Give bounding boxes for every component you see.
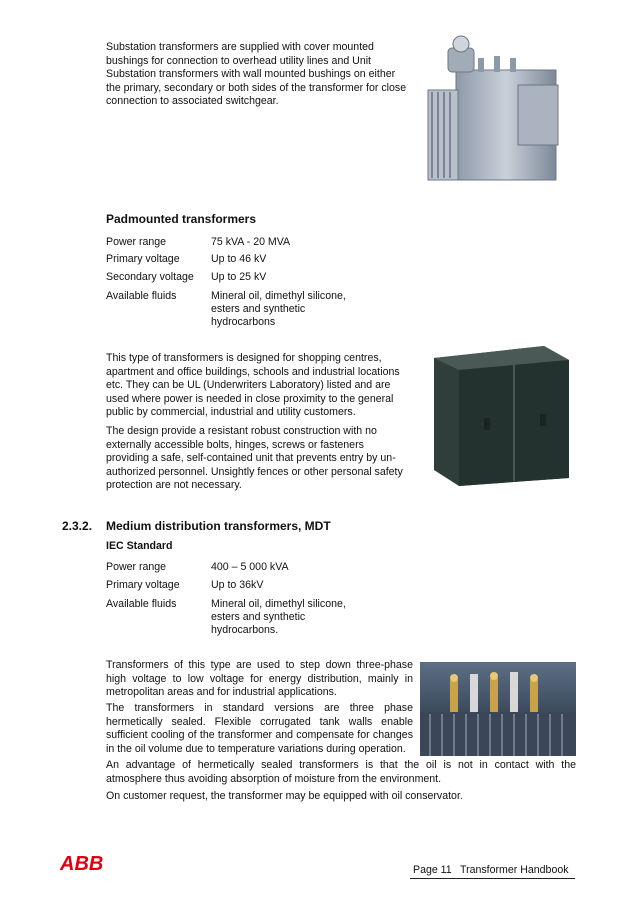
- padmounted-description: [106, 352, 409, 420]
- substation-transformer-image: [418, 30, 576, 192]
- spec-label: Power range: [106, 236, 167, 248]
- mdt-transformer-image: [420, 662, 576, 756]
- spec-label: Secondary voltage: [106, 271, 194, 283]
- spec-label: Available fluids: [106, 290, 177, 302]
- spec-value: hydrocarbons: [211, 316, 276, 328]
- mdt-standard-versions: [106, 702, 413, 756]
- intro-line: Substation transformers with wall mounted bushings on either: [106, 68, 396, 81]
- text-line: apartment and office buildings, schools and industrial locations: [106, 365, 400, 378]
- footer-doc-title: Transformer Handbook: [460, 864, 569, 876]
- text-line: authorized personnel. Unsightly fences or other personal safety: [106, 465, 403, 478]
- spec-value: 400 – 5 000 kVA: [211, 561, 289, 573]
- spec-label: Primary voltage: [106, 579, 180, 591]
- text-line: The transformers in standard versions are three phase: [106, 702, 413, 714]
- footer-page-number: Page 11: [413, 864, 452, 876]
- text-line: protection are not necessary.: [106, 479, 242, 492]
- mdt-standard: IEC Standard: [106, 540, 173, 552]
- text-line: hermetically sealed. Flexible corrugated tank walls enable: [106, 715, 413, 728]
- padmounted-design: [106, 425, 409, 493]
- spec-value: Up to 25 kV: [211, 271, 267, 283]
- abb-logo-text: ABB: [60, 853, 104, 873]
- text-line: On customer request, the transformer may be equipped with oil conservator.: [106, 790, 463, 802]
- text-line: etc. They can be UL (Underwriters Laboratory) listed and are: [106, 379, 391, 392]
- mdt-spec-table: [106, 561, 406, 641]
- text-line: This type of transformers is designed for shopping centres,: [106, 352, 382, 364]
- mdt-advantage: [106, 759, 576, 786]
- text-line: The design provide a resistant robust construction with no: [106, 425, 377, 437]
- text-line: metropolitan areas and for industrial applications.: [106, 686, 337, 699]
- padmounted-transformer-image: [424, 338, 576, 488]
- text-line: high voltage to low voltage for energy distribution, mainly in: [106, 672, 413, 685]
- text-line: public by commercial, industrial and utility customers.: [106, 406, 356, 419]
- intro-line: connection to associated switchgear.: [106, 95, 279, 108]
- spec-value: esters and synthetic: [211, 611, 306, 623]
- text-line: sufficient cooling of the transformer and compensate for changes: [106, 729, 413, 742]
- intro-line: the primary, secondary or both sides of the transformer for close: [106, 81, 407, 94]
- padmounted-spec-table: [106, 236, 406, 336]
- spec-value: Mineral oil, dimethyl silicone,: [211, 290, 346, 302]
- spec-value: Up to 36kV: [211, 579, 264, 591]
- spec-value: hydrocarbons.: [211, 624, 279, 636]
- spec-label: Power range: [106, 561, 167, 573]
- intro-line: Substation transformers are supplied with cover mounted: [106, 41, 374, 53]
- mdt-description: [106, 659, 413, 700]
- text-line: externally accessible bolts, hinges, screws or fasteners: [106, 438, 364, 451]
- text-line: providing a safe, self-contained unit that prevents entry by un-: [106, 452, 396, 465]
- mdt-customer-request: [106, 790, 576, 804]
- spec-value: Mineral oil, dimethyl silicone,: [211, 598, 346, 610]
- text-line: in the oil volume due to temperature variations during operation.: [106, 742, 406, 755]
- footer-rule: [410, 878, 575, 879]
- text-line: Transformers of this type are used to step down three-phase: [106, 659, 413, 671]
- spec-value: Up to 46 kV: [211, 253, 267, 265]
- text-line: used where power is needed in close proximity to the general: [106, 392, 394, 405]
- spec-value: 75 kVA - 20 MVA: [211, 236, 291, 248]
- mdt-heading: Medium distribution transformers, MDT: [106, 519, 331, 533]
- intro-paragraph: [106, 41, 411, 109]
- text-line: An advantage of hermetically sealed transformers is that the oil is not in contact with the: [106, 759, 576, 771]
- section-number: 2.3.2.: [62, 519, 93, 533]
- spec-label: Primary voltage: [106, 253, 180, 265]
- padmounted-heading: Padmounted transformers: [106, 212, 257, 226]
- abb-logo: [60, 853, 108, 873]
- intro-line: bushings for connection to overhead utility lines and Unit: [106, 54, 372, 67]
- spec-label: Available fluids: [106, 598, 177, 610]
- text-line: atmosphere thus avoiding absorption of moisture from the environment.: [106, 772, 442, 785]
- spec-value: esters and synthetic: [211, 303, 306, 315]
